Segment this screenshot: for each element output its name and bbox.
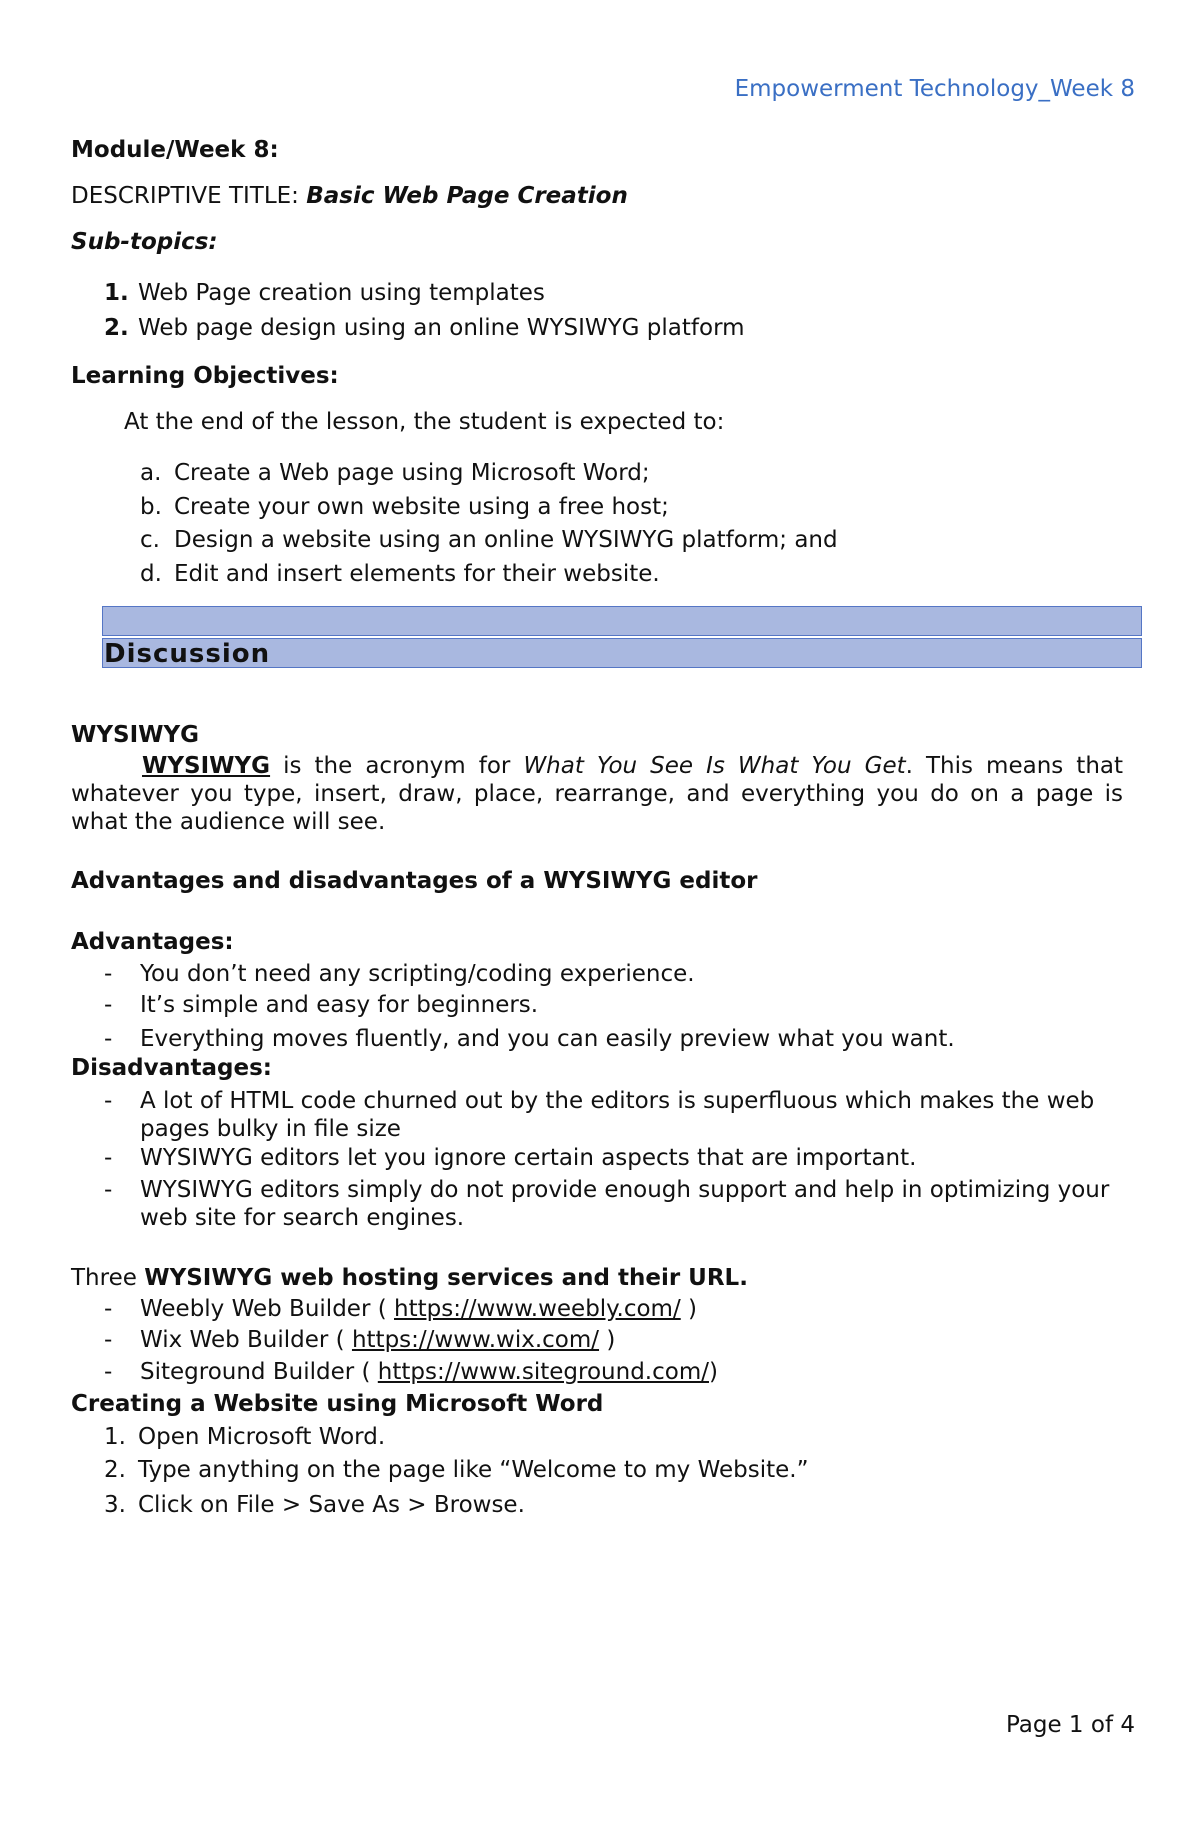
page-number: Page 1 of 4 [1005,1712,1135,1738]
objective-item [140,460,650,486]
objective-text: Design a website using an online WYSIWYG platform; and [174,527,838,553]
weebly-link[interactable]: https://www.weebly.com/ [394,1296,681,1322]
disadvantage-item: - A lot of HTML code churned out by the editors is superfluous which makes the web [104,1088,1095,1114]
subtopic-item [104,315,745,341]
objective-item [140,494,669,520]
wix-link[interactable]: https://www.wix.com/ [351,1327,600,1353]
objective-letter: a. [140,460,162,486]
objective-item [140,561,660,587]
creating-heading: Creating a Website using Microsoft Word [71,1391,604,1417]
disadvantages-heading: Disadvantages: [71,1055,273,1081]
advantage-item: - You don’t need any scripting/coding experience. [104,961,695,987]
objective-text: Edit and insert elements for their website. [174,561,660,587]
adv-disadv-heading: Advantages and disadvantages of a WYSIWYG editor [71,868,758,894]
hosting-item: - Weebly Web Builder ( https://www.weebly.com/ ) [104,1296,697,1322]
descriptive-value: Basic Web Page Creation [306,183,628,209]
objective-text: Create a Web page using Microsoft Word; [174,460,650,486]
advantage-item: - It’s simple and easy for beginners. [104,992,539,1018]
subtopic-text: Web Page creation using templates [138,280,545,306]
advantage-item: - Everything moves fluently, and you can easily preview what you want. [104,1026,955,1052]
objectives-heading: Learning Objectives: [71,363,339,389]
disadvantage-item: - WYSIWYG editors let you ignore certain aspects that are important. [104,1145,917,1171]
descriptive-label: DESCRIPTIVE TITLE: [71,183,307,209]
objective-letter: b. [140,494,162,520]
siteground-link[interactable]: https://www.siteground.com/ [377,1359,709,1385]
module-label: Module/Week 8: [71,137,279,163]
subtopic-number: 1. [104,280,129,306]
wysiwyg-term: WYSIWYG [142,753,271,779]
objective-letter: d. [140,561,162,587]
wysiwyg-heading: WYSIWYG [71,722,200,748]
advantages-heading: Advantages: [71,929,234,955]
objective-letter: c. [140,527,160,553]
subtopic-number: 2. [104,315,129,341]
disadvantage-item-continued: web site for search engines. [140,1205,465,1231]
creating-step: 3. Click on File > Save As > Browse. [104,1492,525,1518]
descriptive-title [71,183,628,209]
creating-step: 2. Type anything on the page like “Welcome to my Website.” [104,1457,809,1483]
objective-text: Create your own website using a free host; [174,494,669,520]
subtopic-item [104,280,545,306]
hosting-item: - Wix Web Builder ( https://www.wix.com/ ) [104,1327,616,1353]
disadvantage-item: - WYSIWYG editors simply do not provide enough support and help in optimizing your [104,1177,1110,1203]
discussion-band-top [102,606,1142,636]
creating-step: 1. Open Microsoft Word. [104,1424,386,1450]
objective-item [140,527,838,553]
wysiwyg-definition: WYSIWYG is the acronym for What You See Is What You Get. This means that whatever you type, insert, draw, place, rearrange, and everything you do on a page is what the audience will see. [71,753,1124,835]
subtopics-heading: Sub-topics: [71,229,218,255]
objectives-intro: At the end of the lesson, the student is expected to: [124,409,725,435]
discussion-title: Discussion [104,639,271,669]
hosting-item: - Siteground Builder ( https://www.siteground.com/) [104,1359,718,1385]
disadvantage-item-continued: pages bulky in file size [140,1116,401,1142]
hosting-heading: Three WYSIWYG web hosting services and their URL. [71,1265,748,1291]
wysiwyg-acronym: What You See Is What You Get [523,753,906,779]
subtopic-text: Web page design using an online WYSIWYG platform [138,315,745,341]
page-header: Empowerment Technology_Week 8 [734,76,1135,102]
